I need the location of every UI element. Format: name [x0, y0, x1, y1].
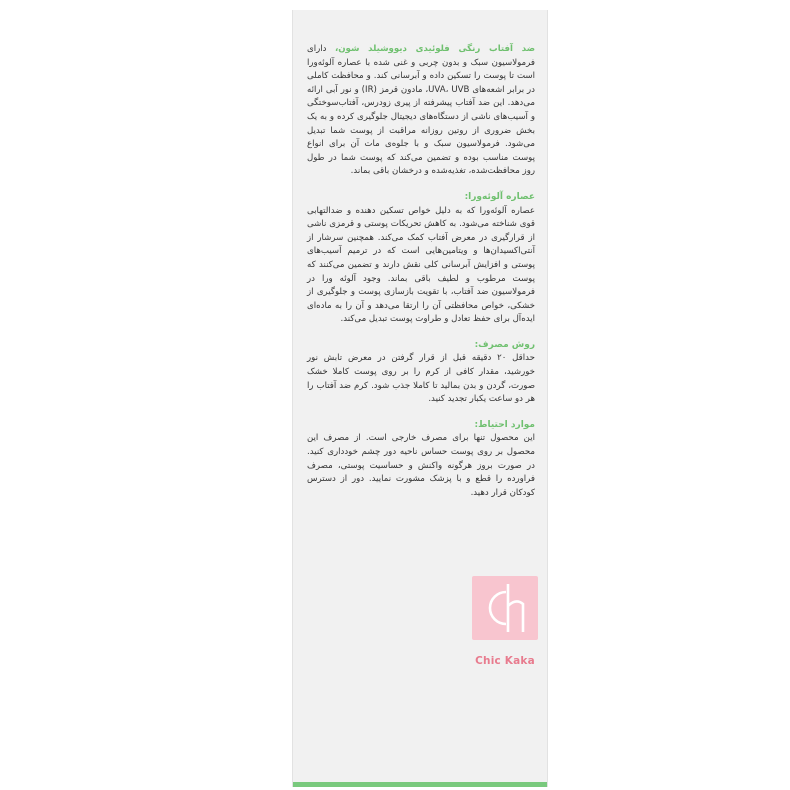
green-bottom-band — [293, 782, 547, 787]
description-content — [307, 43, 535, 512]
caution-section — [307, 419, 535, 501]
ch-logo-icon — [472, 576, 538, 640]
intro-paragraph — [307, 43, 535, 179]
caution-body: این محصول تنها برای مصرف خارجی است. از مصرف این محصول بر روی پوست حساس ناحیه دور چشم خودداری کنید. در صورت بروز هرگونه واکنش و حساسیت پوستی، مصرف فراورده را قطع و با پزشک مشورت نمایید. دور از دسترس کودکان قرار دهید. — [307, 433, 535, 498]
intro-body: دارای فرمولاسیون سبک و بدون چربی و غنی شده با عصاره آلوئه‌ورا است تا پوست را تسکین داده و آبرسانی کند. و محافظت کاملی در برابر اشعه‌های UVA، UVB، مادون قرمز (IR) و نور آبی ارائه می‌دهد. این ضد آفتاب پیشرفته از پیری زودرس، آفتاب‌سوختگی و آسیب‌های ناشی از دستگاه‌های دیجیتال جلوگیری کرده و به یک بخش ضروری از روتین روزانه مراقبت از پوست شما تبدیل می‌شود. فرمولاسیون سبک و با جلوه‌ی مات آن برای انواع پوست مناسب بوده و تضمین می‌کند که پوست شما در طول روز محافظت‌شده، تغذیه‌شده و درخشان باقی بماند. — [307, 44, 536, 177]
usage-body: حداقل ۲۰ دقیقه قبل از قرار گرفتن در معرض تابش نور خورشید، مقدار کافی از کرم را بر روی پوست کاملا خشک صورت، گردن و بدن بمالید تا کاملا جذب شود. کرم ضد آفتاب را هر دو ساعت یکبار تجدید کنید. — [307, 353, 535, 405]
aloe-section — [307, 191, 535, 327]
product-box-panel — [292, 10, 548, 787]
aloe-heading: عصاره آلوئه‌ورا: — [464, 191, 535, 202]
usage-heading: روش مصرف: — [474, 339, 535, 350]
caution-heading: موارد احتیاط: — [474, 419, 535, 430]
watermark-text: Chic Kaka — [475, 655, 535, 667]
aloe-body: عصاره آلوئه‌ورا که به دلیل خواص تسکین دهنده و ضدالتهابی قوی شناخته می‌شود. به کاهش تحریکات پوستی و قرمزی ناشی از قرارگیری در معرض آفتاب کمک می‌کند. همچنین سرشار از آنتی‌اکسیدان‌ها و ویتامین‌هایی است که در ترمیم آسیب‌های پوستی و افزایش آبرسانی کلی نقش دارند و تضمین می‌کنند که پوست مرطوب و لطیف باقی بماند. وجود آلوئه ورا در فرمولاسیون ضد آفتاب، با تقویت بازسازی پوست و جلوگیری از خشکی، خواص محافظتی آن را ارتقا می‌دهد و آن را به ماده‌ای ایده‌آل برای حفظ تعادل و طراوت پوست تبدیل می‌کند. — [307, 205, 535, 325]
intro-title: ضد آفتاب رنگی فلوئیدی دیووشیلد شون، — [334, 44, 535, 54]
ch-monogram-icon — [472, 576, 538, 640]
usage-section — [307, 339, 535, 407]
chic-kaka-watermark — [472, 576, 538, 667]
